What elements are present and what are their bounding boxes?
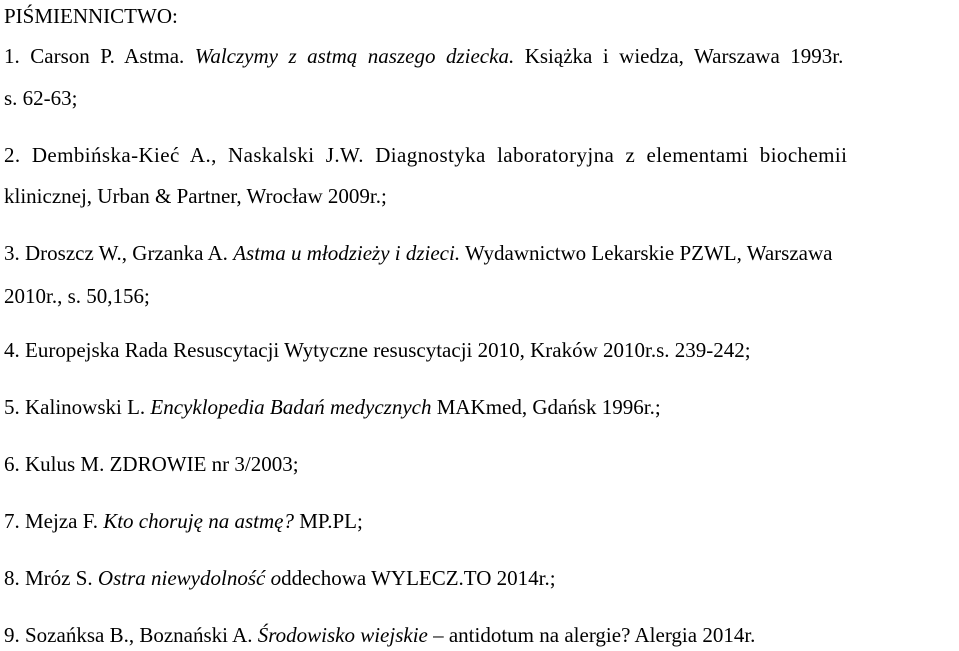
reference-text: 2. Dembińska-Kieć A., Naskalski J.W. Diagnostyka laboratoryjna z elementami biochemii	[4, 143, 848, 167]
italic-title-text: Walczymy z astmą naszego dziecka.	[194, 44, 515, 68]
reference-6	[4, 451, 299, 477]
italic-title-text: Ostra niewydolność o	[97, 566, 282, 590]
italic-title-text: Astma u młodzieży i dzieci.	[233, 241, 461, 265]
reference-text: 6. Kulus M. ZDROWIE nr 3/2003;	[4, 452, 299, 476]
reference-text: 9. Sozańksa B., Boznański A.	[4, 623, 258, 647]
reference-1-line-1	[4, 43, 843, 69]
reference-3-line-1	[4, 240, 832, 266]
italic-title-text: Środowisko wiejskie	[257, 623, 428, 647]
reference-text: MP.PL;	[293, 509, 363, 533]
reference-text: klinicznej, Urban & Partner, Wrocław 2009r.;	[4, 184, 387, 208]
reference-text: Wydawnictwo Lekarskie PZWL, Warszawa	[460, 241, 833, 265]
reference-text: 4. Europejska Rada Resuscytacji Wytyczne resuscytacji 2010, Kraków 2010r.s. 239-242;	[4, 338, 751, 362]
reference-9	[4, 622, 755, 648]
reference-text: 2010r., s. 50,156;	[4, 284, 150, 308]
reference-text: ddechowa WYLECZ.TO 2014r.;	[281, 566, 556, 590]
reference-text: 1. Carson P. Astma.	[4, 44, 195, 68]
reference-2-line-1	[4, 142, 847, 168]
reference-2-line-2	[4, 183, 387, 209]
italic-title-text: Kto choruję na astmę?	[103, 509, 294, 533]
reference-text: 8. Mróz S.	[4, 566, 98, 590]
reference-text: – antidotum na alergie? Alergia 2014r.	[427, 623, 756, 647]
reference-text: s. 62-63;	[4, 86, 78, 110]
reference-8	[4, 565, 556, 591]
reference-3-line-2	[4, 283, 150, 309]
reference-text: 5. Kalinowski L.	[4, 395, 151, 419]
reference-text: 3. Droszcz W., Grzanka A.	[4, 241, 234, 265]
reference-text: MAKmed, Gdańsk 1996r.;	[431, 395, 661, 419]
reference-text: Książka i wiedza, Warszawa 1993r.	[514, 44, 844, 68]
reference-4	[4, 337, 751, 363]
reference-1-line-2	[4, 85, 78, 111]
reference-text: 7. Mejza F.	[4, 509, 104, 533]
italic-title-text: Encyklopedia Badań medycznych	[150, 395, 432, 419]
reference-7	[4, 508, 363, 534]
page-heading: PIŚMIENNICTWO:	[4, 4, 178, 28]
reference-5	[4, 394, 661, 420]
